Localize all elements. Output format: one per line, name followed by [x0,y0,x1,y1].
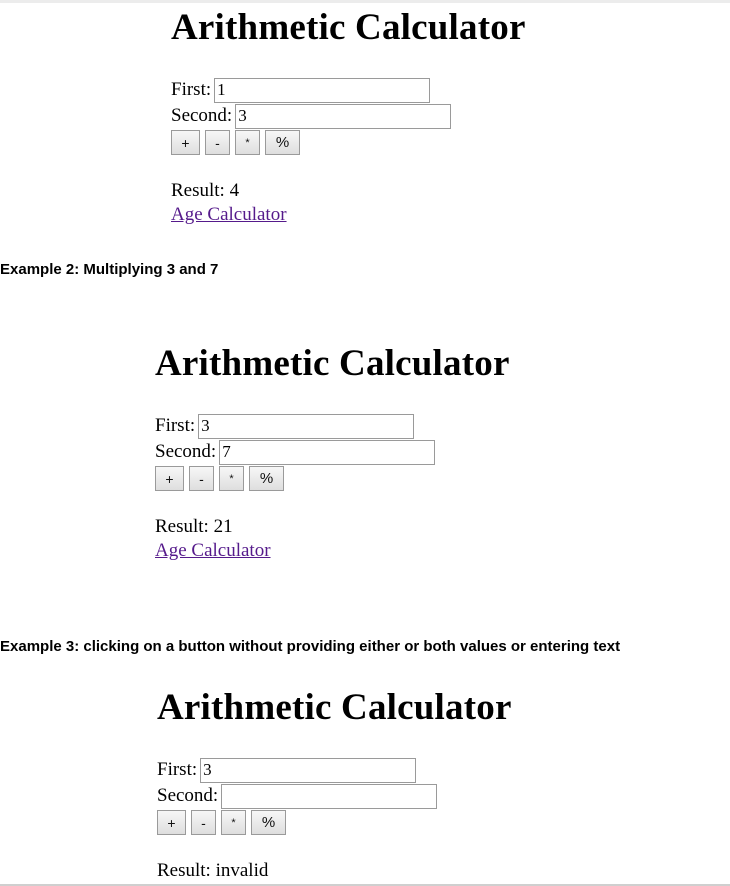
modulo-button[interactable]: % [251,810,286,835]
second-input[interactable] [221,784,437,809]
subtract-button[interactable]: - [191,810,216,835]
first-input[interactable] [200,758,416,783]
result-text: Result: 21 [155,516,233,537]
second-label: Second: [157,785,219,806]
first-row [157,757,512,783]
multiply-button[interactable]: * [235,130,260,155]
second-input[interactable] [219,440,435,465]
first-row [171,77,526,103]
calculator-example-1 [171,8,526,227]
first-row [155,413,510,439]
age-calculator-link[interactable]: Age Calculator [155,540,271,561]
multiply-button[interactable]: * [219,466,244,491]
example-2-caption: Example 2: Multiplying 3 and 7 [0,261,219,278]
second-row [171,103,526,129]
modulo-button[interactable]: % [249,466,284,491]
first-input[interactable] [214,78,430,103]
first-label: First: [155,415,196,436]
first-input[interactable] [198,414,414,439]
first-label: First: [157,759,198,780]
second-label: Second: [155,441,217,462]
example-3-caption: Example 3: clicking on a button without providing either or both values or entering text [0,638,621,655]
first-label: First: [171,79,212,100]
second-label: Second: [171,105,233,126]
result-text: Result: invalid [157,860,269,881]
subtract-button[interactable]: - [189,466,214,491]
second-row [157,783,512,809]
multiply-button[interactable]: * [221,810,246,835]
add-button[interactable]: + [155,466,184,491]
page-title: Arithmetic Calculator [157,687,512,728]
page-title: Arithmetic Calculator [155,343,510,384]
calculator-example-2 [155,344,510,563]
result-text: Result: 4 [171,180,240,201]
add-button[interactable]: + [171,130,200,155]
modulo-button[interactable]: % [265,130,300,155]
calculator-example-3 [157,688,512,883]
operator-buttons [157,810,512,836]
top-border [0,0,730,3]
second-row [155,439,510,465]
operator-buttons [171,130,526,156]
subtract-button[interactable]: - [205,130,230,155]
age-calculator-link[interactable]: Age Calculator [171,204,287,225]
page-title: Arithmetic Calculator [171,7,526,48]
second-input[interactable] [235,104,451,129]
add-button[interactable]: + [157,810,186,835]
operator-buttons [155,466,510,492]
